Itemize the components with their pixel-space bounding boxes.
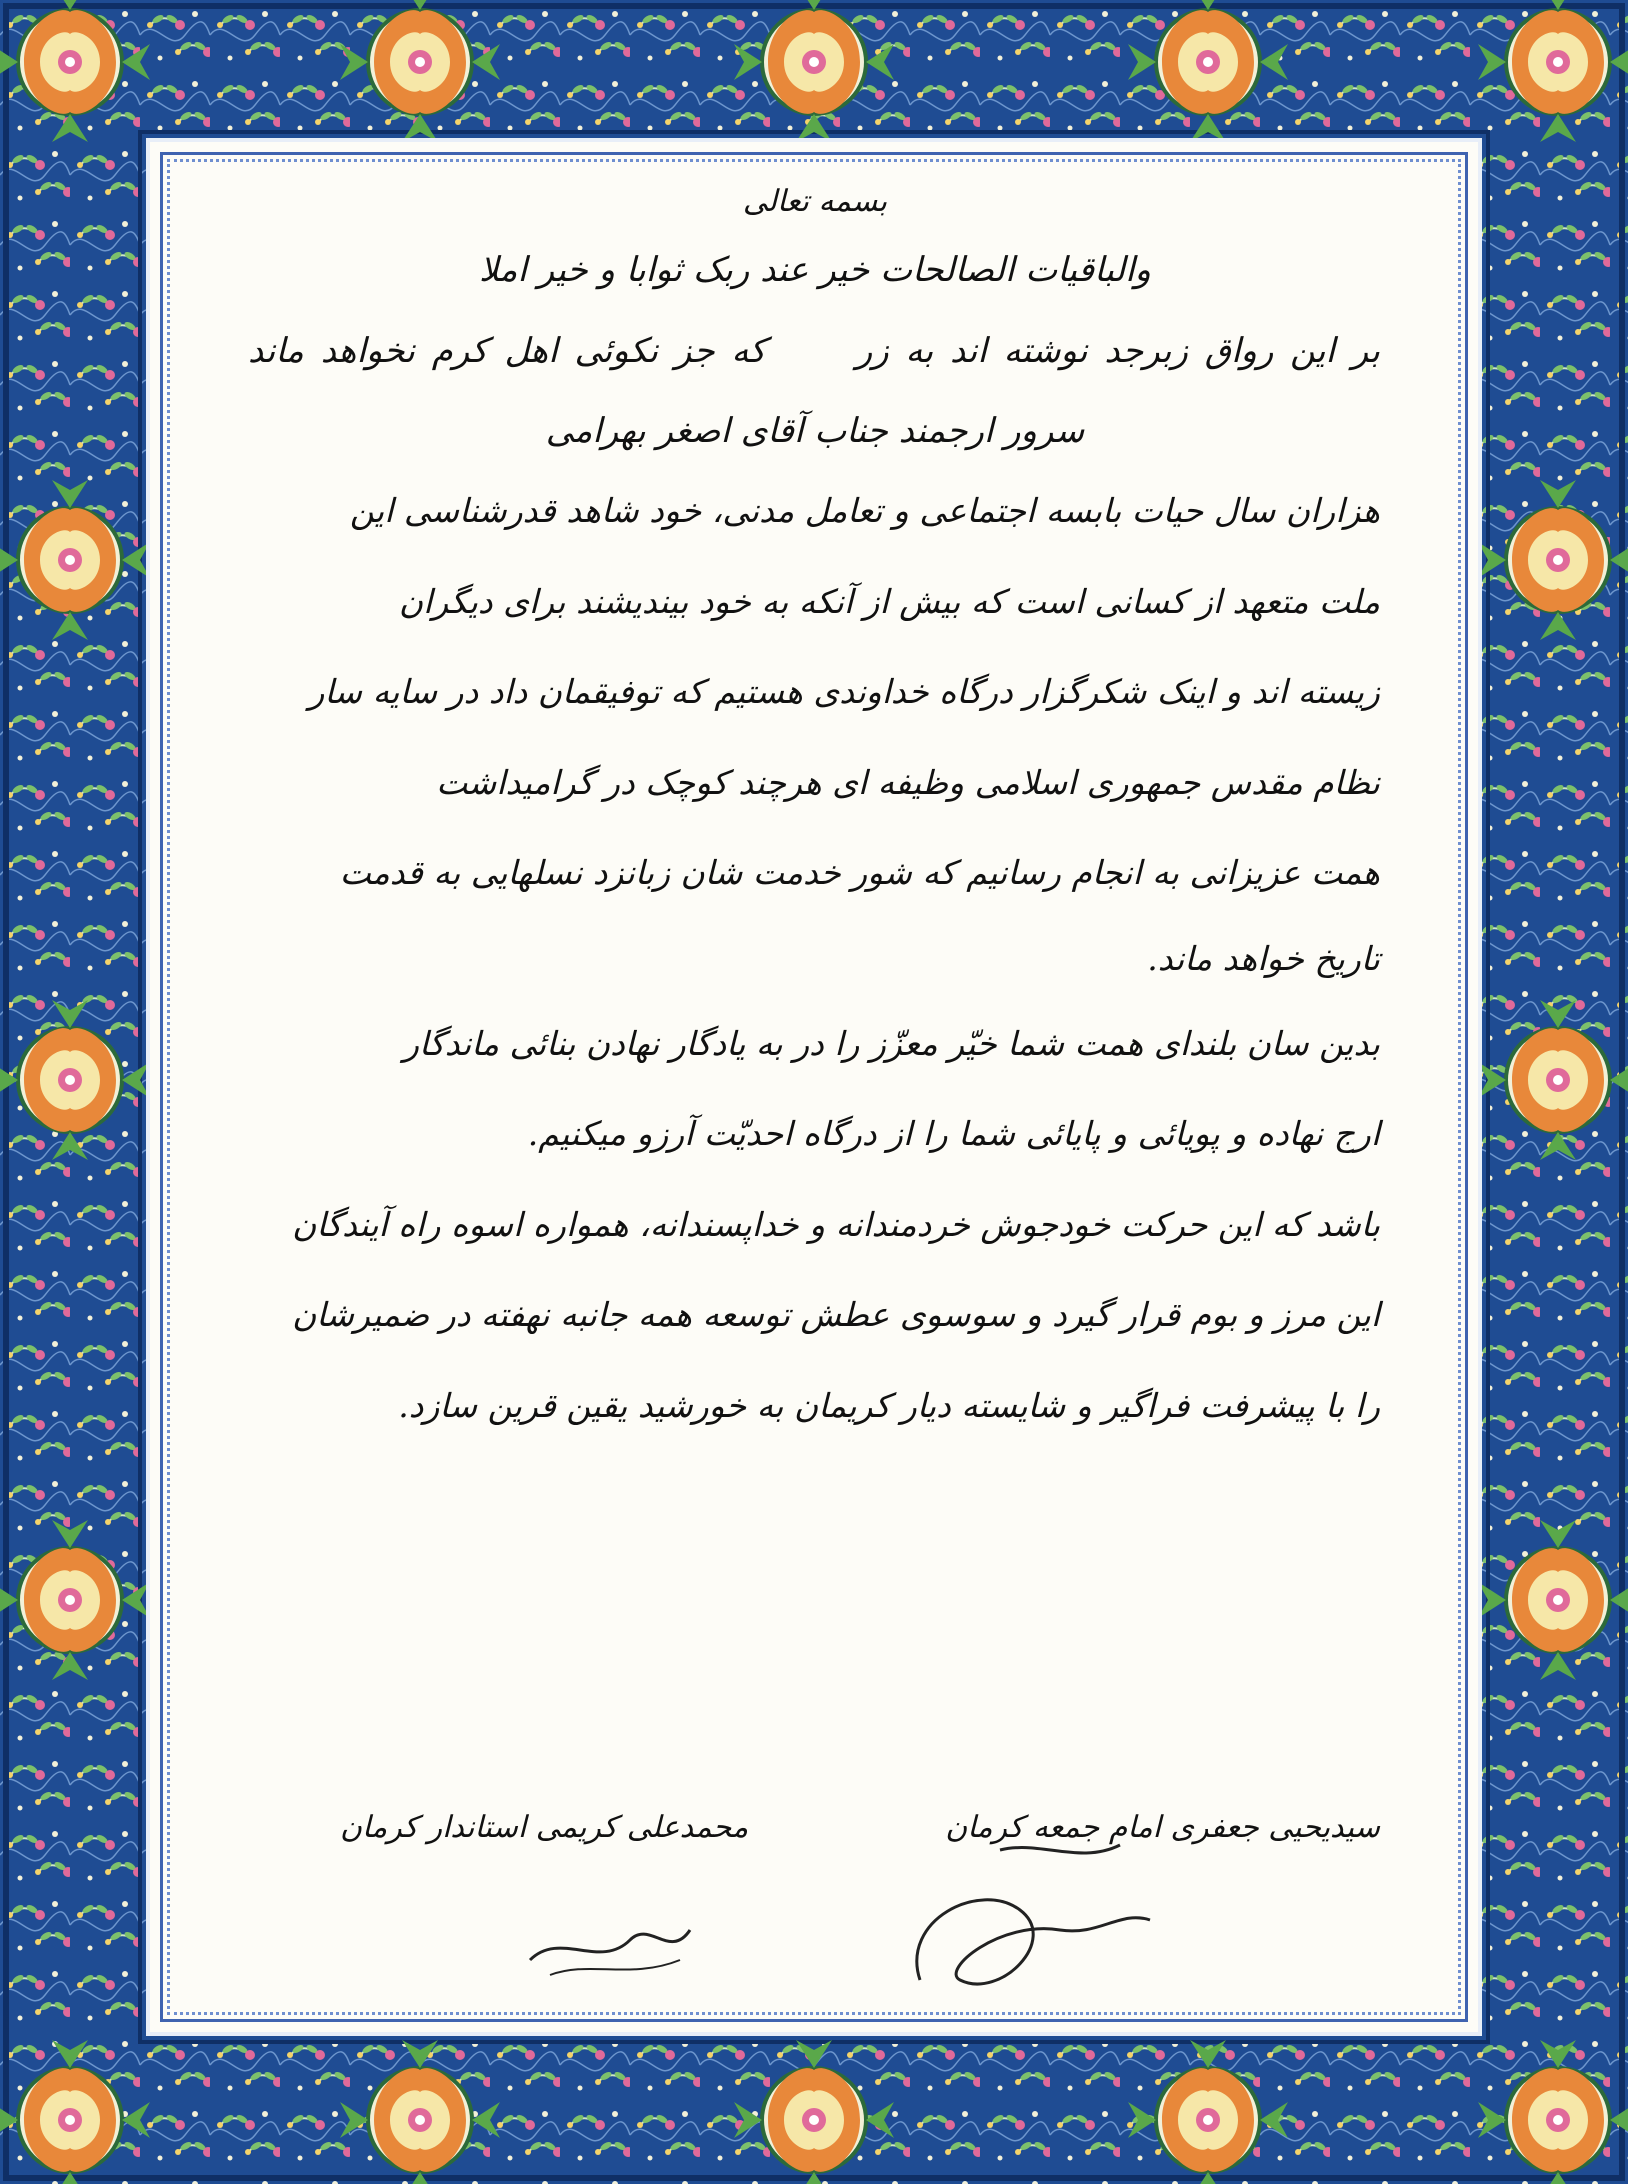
heading: بسمه تعالی bbox=[742, 184, 888, 219]
handwritten-signatures bbox=[300, 1810, 1380, 2030]
signer-imam: سیدیحیی جعفری امام جمعه کرمان bbox=[945, 1810, 1380, 1845]
body-line-1: هزاران سال حیات بابسه اجتماعی و تعامل مدنی، خود شاهد قدرشناسی این bbox=[349, 491, 1380, 530]
body-line-7: بدین سان بلندای همت شما خیّر معزّز را در به یادگار نهادن بنائی ماندگار bbox=[403, 1023, 1380, 1063]
body-line-11: را با پیشرفت فراگیر و شایسته دیار کریمان به خورشید یقین قرین سازد. bbox=[398, 1385, 1380, 1425]
body-line-2: ملت متعهد از کسانی است که بیش از آنکه به خود بیندیشند برای دیگران bbox=[398, 581, 1380, 621]
signature-block bbox=[300, 1810, 1380, 2010]
body-line-9: باشد که این حرکت خودجوش خردمندانه و خداپسندانه، همواره اسوه راه آیندگان bbox=[292, 1204, 1380, 1244]
poem-hemistich-1: بر این رواق زبرجد نوشته اند به زر bbox=[855, 331, 1380, 371]
body-line-8: ارج نهاده و پویائی و پایائی شما را از درگاه احدیّت آرزو میکنیم. bbox=[527, 1114, 1380, 1153]
body-line-6: تاریخ خواهد ماند. bbox=[1147, 938, 1380, 978]
letter-text bbox=[250, 170, 1380, 1451]
signer-governor: محمدعلی کریمی استاندار کرمان bbox=[340, 1810, 749, 1845]
body-line-10: این مرز و بوم قرار گیرد و سوسوی عطش توسعه همه جانبه نهفته در ضمیرشان bbox=[292, 1295, 1380, 1334]
body-line-4: نظام مقدس جمهوری اسلامی وظیفه ای هرچند کوچک در گرامیداشت bbox=[436, 762, 1380, 802]
quran-verse: والباقیات الصالحات خیر عند ربک ثوابا و خیر املا bbox=[479, 250, 1151, 290]
addressee: سرور ارجمند جناب آقای اصغر بهرامی bbox=[545, 411, 1085, 451]
poem-hemistich-2: که جز نکوئی اهل کرم نخواهد ماند bbox=[248, 331, 766, 371]
poem-line bbox=[250, 306, 1380, 396]
body-line-3: زیسته اند و اینک شکرگزار درگاه خداوندی هستیم که توفیقمان داد در سایه سار bbox=[308, 672, 1380, 711]
body-line-5: همت عزیزانی به انجام رسانیم که شور خدمت شان زبانزد نسلهایی به قدمت bbox=[339, 853, 1380, 892]
